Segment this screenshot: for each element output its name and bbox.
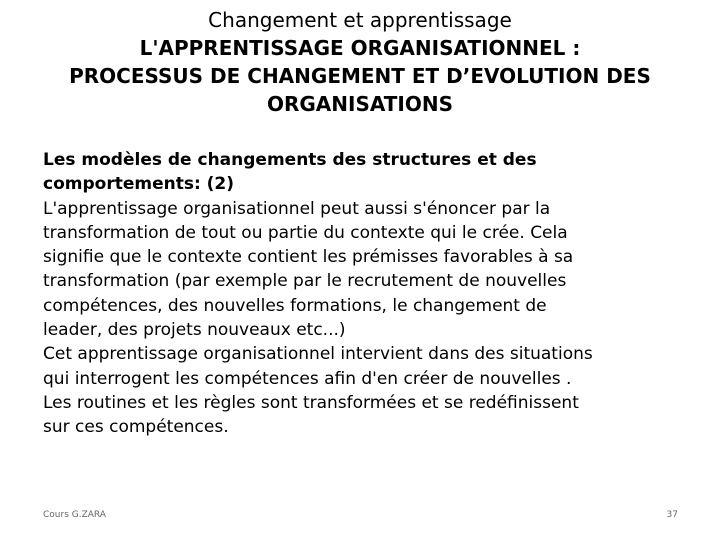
body-paragraph-2: Cet apprentissage organisationnel intervient dans des situations qui interrogent les compétences afin d'en créer de nouvelles . Les routines et les règles sont transformées et se redéfinissent sur ces compétences. (43, 344, 593, 438)
title-line-subtitle: Changement et apprentissage (208, 8, 512, 32)
slide-body (43, 148, 693, 440)
footer-author: Cours G.ZARA (43, 510, 106, 520)
page-number: 37 (666, 510, 678, 520)
section-heading: Les modèles de changements des structures et des comportements: (2) (43, 150, 537, 195)
slide-title (20, 6, 700, 118)
title-line-main: L'APPRENTISSAGE ORGANISATIONNEL : PROCESSUS DE CHANGEMENT ET D’EVOLUTION DES ORGANISATIONS (69, 36, 651, 116)
body-paragraph-1: L'apprentissage organisationnel peut aussi s'énoncer par la transformation de tout ou partie du contexte qui le crée. Cela signifie que le contexte contient les prémisses favorables à sa transformation (par exemple par le recrutement de nouvelles compétences, des nouvelles formations, le changement de leader, des projets nouveaux etc...) (43, 198, 574, 341)
